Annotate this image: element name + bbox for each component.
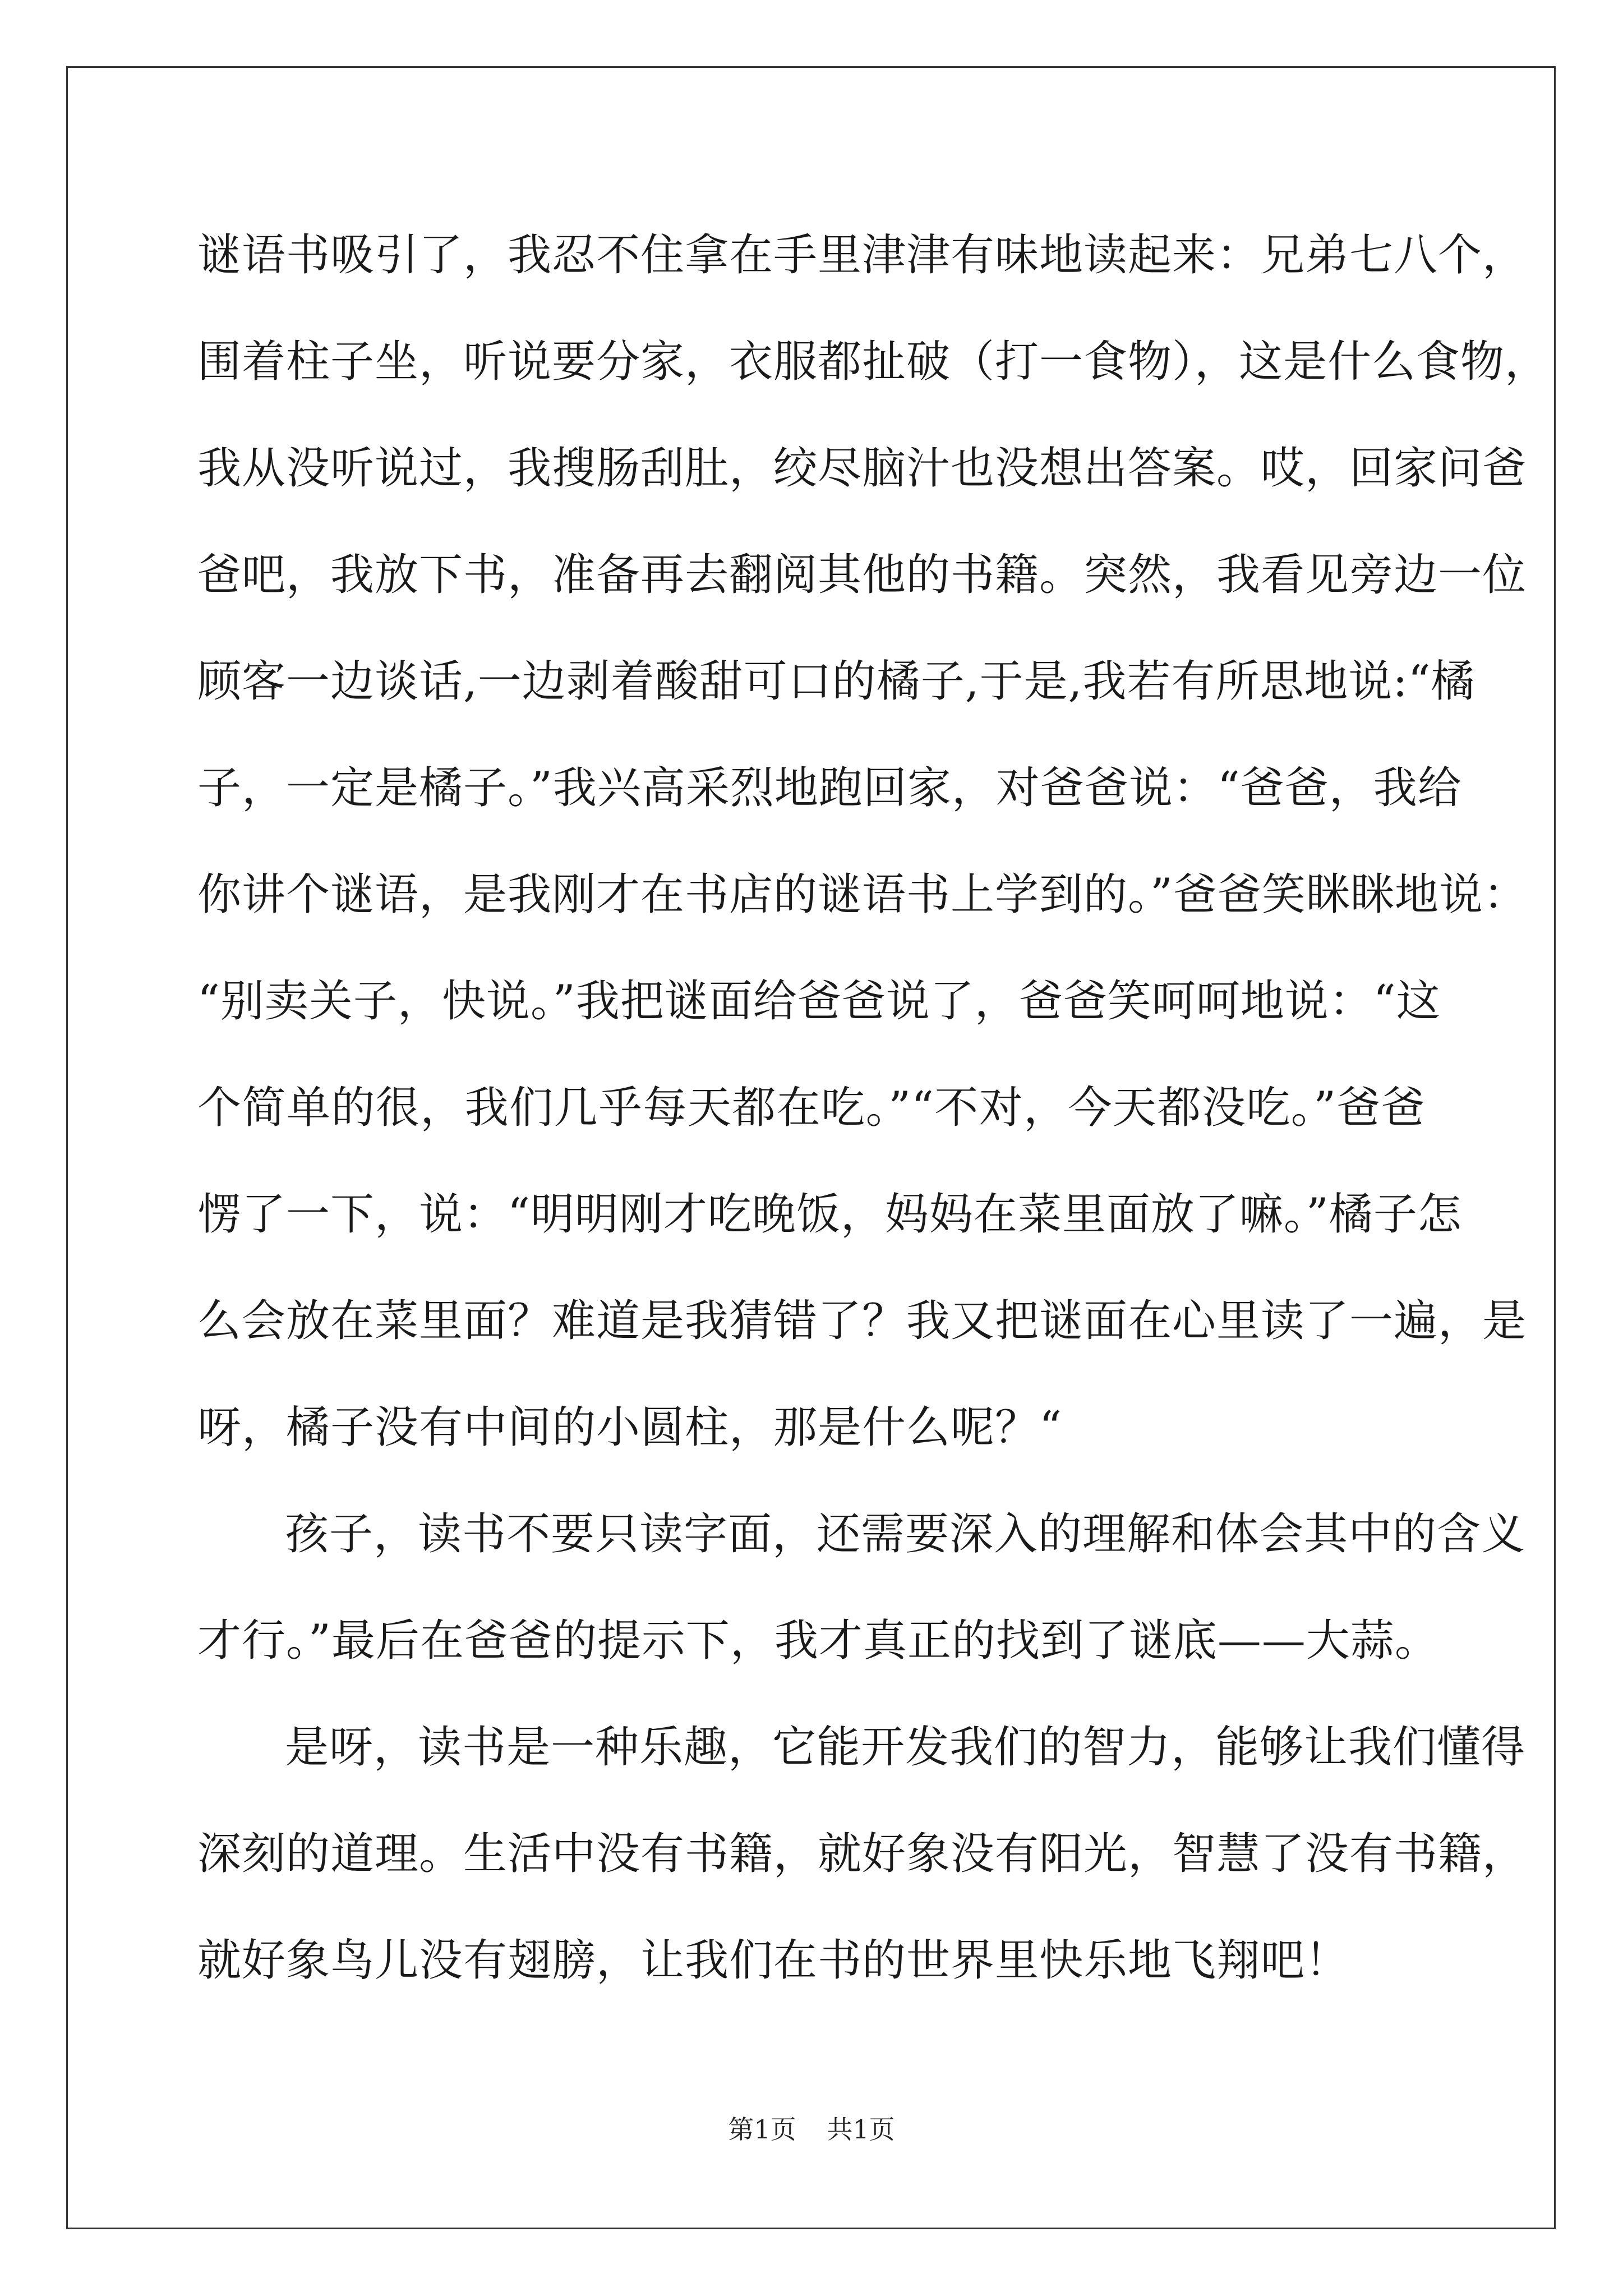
text-line: 围着柱子坐，听说要分家，衣服都扯破（打一食物），这是什么食物， [197, 337, 1550, 387]
text-line: “别卖关子，快说。”我把谜面给爸爸说了，爸爸笑呵呵地说：“这 [197, 976, 1441, 1027]
text-line: 我从没听说过，我搜肠刮肚，绞尽脑汁也没想出答案。哎，回家问爸 [197, 443, 1527, 494]
text-line: 爸吧，我放下书，准备再去翻阅其他的书籍。突然，我看见旁边一位 [197, 550, 1527, 600]
page-number: 第1页 [728, 2114, 796, 2145]
page-total: 共1页 [827, 2114, 895, 2145]
text-line: 呀，橘子没有中间的小圆柱，那是什么呢？“ [197, 1402, 1062, 1453]
text-line: 顾客一边谈话,一边剥着酸甜可口的橘子,于是,我若有所思地说:“橘 [197, 656, 1476, 707]
text-line: 是呀，读书是一种乐趣，它能开发我们的智力，能够让我们懂得 [285, 1722, 1526, 1773]
text-line: 就好象鸟儿没有翅膀，让我们在书的世界里快乐地飞翔吧！ [197, 1935, 1350, 1986]
text-line: 孩子，读书不要只读字面，还需要深入的理解和体会其中的含义 [285, 1509, 1526, 1559]
text-line: 才行。”最后在爸爸的提示下，我才真正的找到了谜底——大蒜。 [197, 1616, 1439, 1666]
text-line: 深刻的道理。生活中没有书籍，就好象没有阳光，智慧了没有书籍， [197, 1829, 1527, 1879]
document-body [197, 202, 1550, 2014]
text-line: 子，一定是橘子。”我兴高采烈地跑回家，对爸爸说：“爸爸，我给 [197, 763, 1462, 813]
text-line: 愣了一下，说：“明明刚才吃晚饭，妈妈在菜里面放了嘛。”橘子怎 [197, 1189, 1462, 1240]
page-footer [0, 2109, 1623, 2146]
text-line: 谜语书吸引了，我忍不住拿在手里津津有味地读起来：兄弟七八个， [197, 230, 1527, 280]
text-line: 么会放在菜里面？难道是我猜错了？我又把谜面在心里读了一遍，是 [197, 1296, 1527, 1346]
text-line: 个简单的很，我们几乎每天都在吃。”“不对，今天都没吃。”爸爸 [197, 1083, 1426, 1133]
text-line: 你讲个谜语，是我刚才在书店的谜语书上学到的。”爸爸笑眯眯地说： [197, 869, 1528, 920]
